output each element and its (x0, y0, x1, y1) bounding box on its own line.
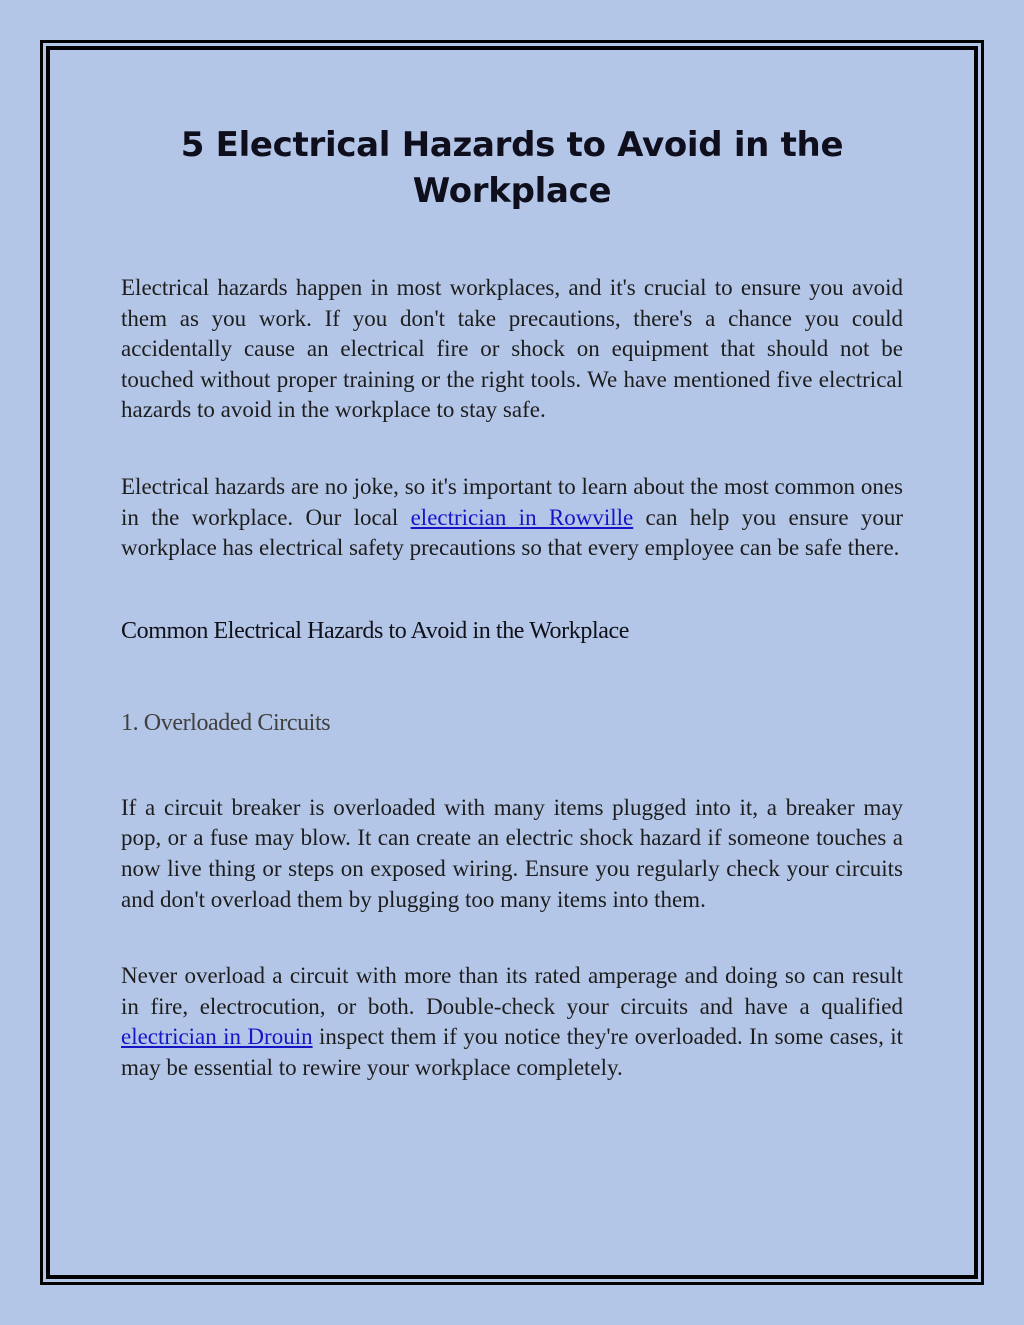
paragraph-text: Electrical hazards are no joke, so it's important to learn about the most common ones in the workplace. Our local (121, 473, 903, 530)
paragraph-text: inspect them if you notice they're overloaded. In some cases, it may be essential to rewire your workplace completely. (121, 1024, 904, 1080)
electrician-rowville-link[interactable]: electrician in Rowville (410, 504, 634, 530)
electrician-drouin-link[interactable]: electrician in Drouin (121, 1024, 313, 1050)
section-heading: Common Electrical Hazards to Avoid in the Workplace (121, 617, 629, 644)
subheading-overloaded-circuits: 1. Overloaded Circuits (121, 709, 331, 736)
paragraph-electrician-rowville (121, 472, 903, 564)
document-title: 5 Electrical Hazards to Avoid in the Workplace (180, 125, 844, 211)
document-content (121, 122, 903, 1084)
paragraph-text: Never overload a circuit with more than its rated amperage and doing so can result in fire, electrocution, or both. Double-check your circuits and have a qualified (121, 963, 903, 1019)
paragraph-electrician-drouin (121, 961, 903, 1083)
paragraph-text: can help you ensure your workplace has electrical safety precautions so that every employee can be safe there. (121, 504, 904, 561)
overloaded-circuits-paragraph: If a circuit breaker is overloaded with many items plugged into it, a breaker may pop, or a fuse may blow. It can create an electric shock hazard if someone touches a now live thing or steps on exposed wiring. Ensure you regularly check your circuits and don't overload them by plugging too many items into them. (121, 794, 903, 912)
intro-paragraph: Electrical hazards happen in most workplaces, and it's crucial to ensure you avoid them as you work. If you don't take precautions, there's a chance you could accidentally cause an electrical fire or shock on equipment that should not be touched without proper training or the right tools. We have mentioned five electrical hazards to avoid in the workplace to stay safe. (121, 275, 903, 423)
